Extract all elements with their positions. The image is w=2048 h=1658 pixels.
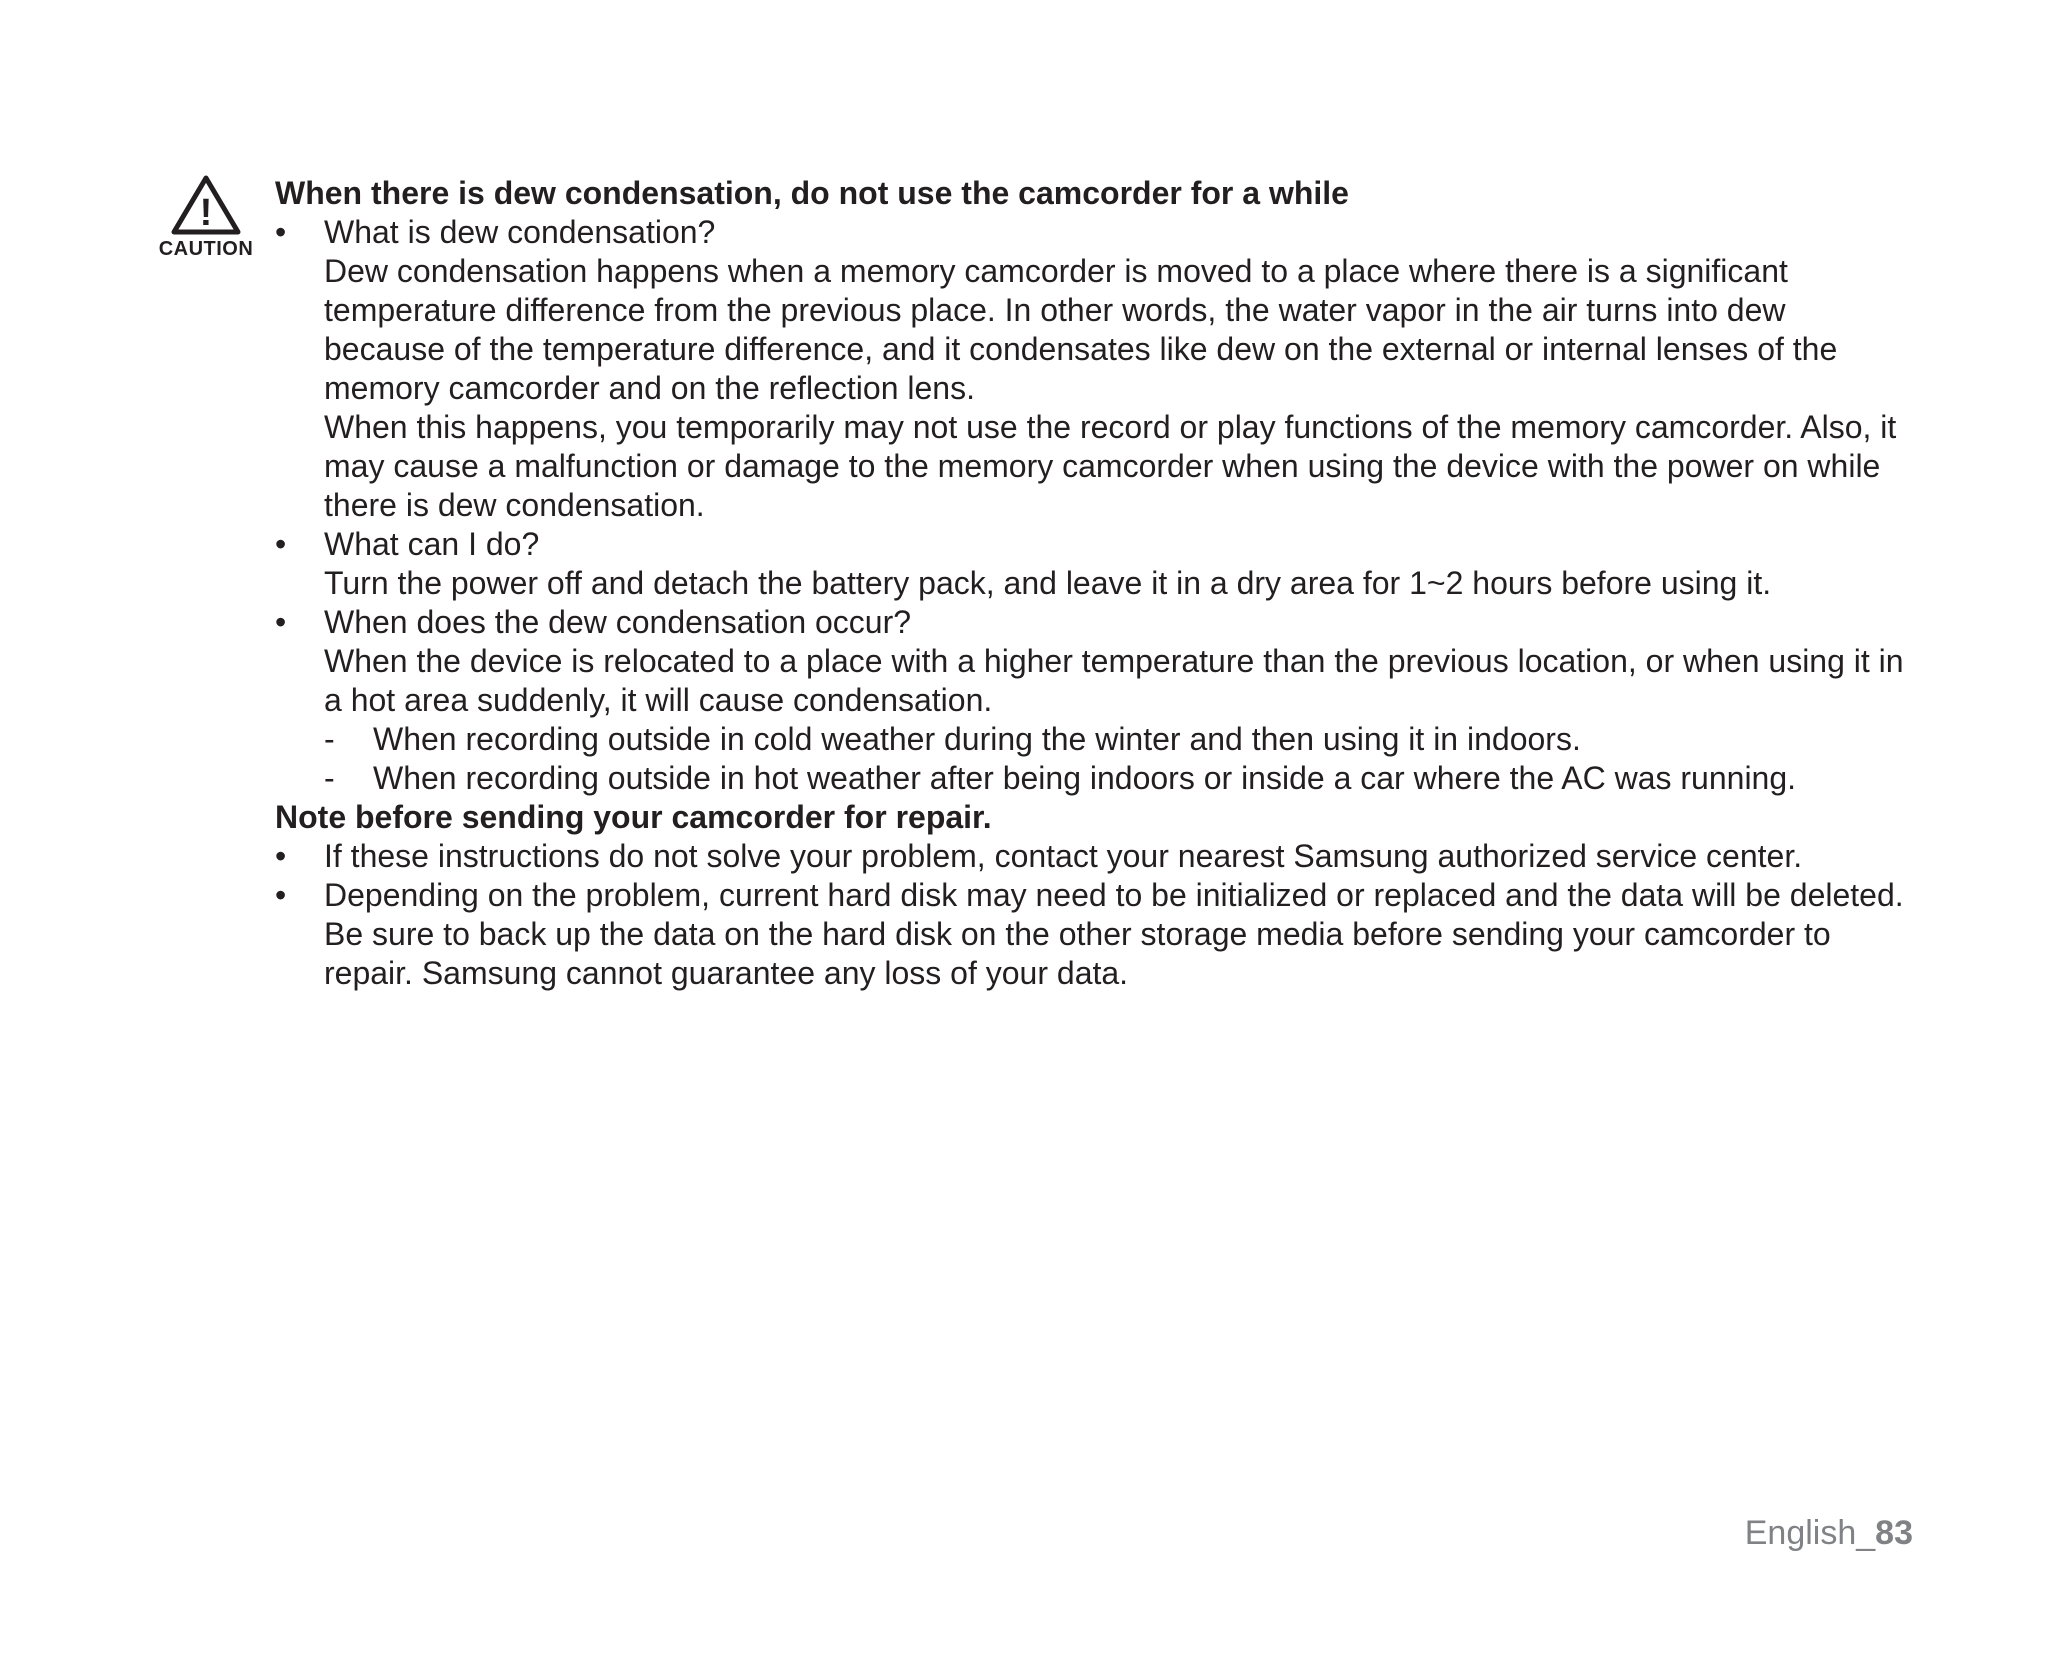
caution-block [154, 174, 258, 261]
warning-triangle-icon [170, 174, 242, 236]
dash-list-item [324, 759, 1915, 798]
bullet-paragraph: If these instructions do not solve your problem, contact your nearest Samsung authorized service center. [324, 838, 1803, 874]
bullet-contact-service [275, 837, 1915, 876]
bullet-icon: • [275, 214, 287, 250]
footer-language: English_ [1744, 1514, 1876, 1552]
bullet-what-is-dew [275, 213, 1915, 525]
bullet-title: What can I do? [324, 526, 540, 562]
dash-item-text: When recording outside in cold weather during the winter and then using it in indoors. [373, 721, 1581, 757]
bullet-backup-data [275, 876, 1915, 993]
warning-exclamation: ! [199, 192, 213, 234]
bullet-icon: • [275, 604, 287, 640]
caution-label: CAUTION [158, 238, 254, 260]
bullet-icon: • [275, 526, 287, 562]
bullet-paragraph: Depending on the problem, current hard disk may need to be initialized or replaced and the data will be deleted. Be sure to back up the data on the hard disk on the other storage media before sending your camcorder to repair. Samsung cannot guarantee any loss of your data. [324, 877, 1904, 991]
bullet-paragraph: Dew condensation happens when a memory camcorder is moved to a place where there is a significant temperature difference from the previous place. In other words, the water vapor in the air turns into dew because of the temperature difference, and it condensates like dew on the external or internal lenses of the memory camcorder and on the reflection lens. [324, 253, 1838, 406]
section-heading-dew-condensation: When there is dew condensation, do not use the camcorder for a while [275, 175, 1349, 211]
bullet-when-does-it-occur [275, 603, 1915, 798]
dash-icon: - [324, 721, 335, 757]
main-content [275, 174, 1915, 993]
bullet-paragraph: When this happens, you temporarily may not use the record or play functions of the memory camcorder. Also, it may cause a malfunction or damage to the memory camcorder when using the device with the power on while there is dew condensation. [324, 409, 1897, 523]
page-number: 83 [1875, 1514, 1913, 1552]
section-heading-repair-note: Note before sending your camcorder for repair. [275, 799, 992, 835]
dash-icon: - [324, 760, 335, 796]
bullet-what-can-i-do [275, 525, 1915, 603]
bullet-icon: • [275, 877, 287, 913]
page-footer [1745, 1514, 1913, 1553]
dash-list-item [324, 720, 1915, 759]
bullet-paragraph: When the device is relocated to a place with a higher temperature than the previous location, or when using it in a hot area suddenly, it will cause condensation. [324, 643, 1904, 718]
dash-item-text: When recording outside in hot weather after being indoors or inside a car where the AC was running. [373, 760, 1797, 796]
bullet-icon: • [275, 838, 287, 874]
bullet-title: When does the dew condensation occur? [324, 604, 912, 640]
bullet-title: What is dew condensation? [324, 214, 716, 250]
bullet-paragraph: Turn the power off and detach the battery pack, and leave it in a dry area for 1~2 hours before using it. [324, 565, 1772, 601]
